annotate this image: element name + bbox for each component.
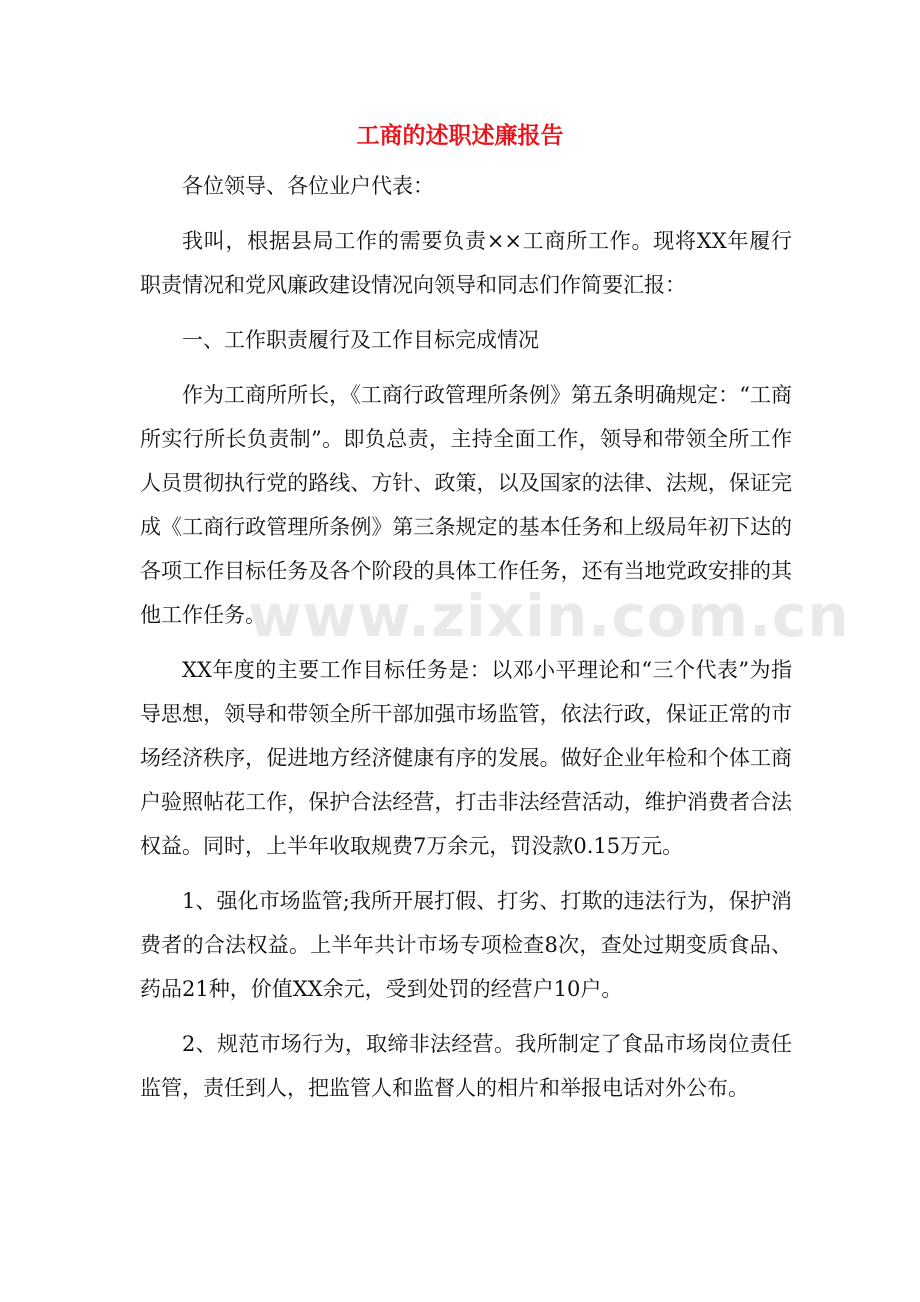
paragraph-salutation: 各位领导、各位业户代表： bbox=[182, 174, 434, 198]
section-heading: 一、工作职责履行及工作目标完成情况 bbox=[182, 328, 539, 352]
paragraph-annual-goals: XX年度的主要工作目标任务是：以邓小平理论和“三个代表”为指导思想，领导和带领全所干部加强市场监管，依法行政，保证正常的市场经济秩序，促进地方经济健康有序的发展。做好企业年检和个体工商户验照帖花工作，保护合法经营，打击非法经营活动，维护消费者合法权益。同时，上半年收取规费7万余元，罚没款0.15万元。 bbox=[140, 658, 792, 858]
document-body bbox=[140, 164, 850, 1121]
paragraph-intro: 我叫，根据县局工作的需要负责××工商所工作。现将XX年履行职责情况和党风廉政建设情况向领导和同志们作简要汇报： bbox=[140, 229, 792, 297]
watermark-text: www.zixin.com.cn bbox=[248, 582, 850, 650]
paragraph-item-2: 2、规范市场行为，取缔非法经营。我所制定了食品市场岗位责任监管，责任到人，把监管人和监督人的相片和举报电话对外公布。 bbox=[140, 1032, 792, 1100]
paragraph-duties: 作为工商所所长，《工商行政管理所条例》第五条明确规定：“工商所实行所长负责制”。即负总责，主持全面工作，领导和带领全所工作人员贯彻执行党的路线、方针、政策，以及国家的法律、法规，保证完成《工商行政管理所条例》第三条规定的基本任务和上级局年初下达的各项工作目标任务及各个阶段的具体工作任务，还有当地党政安排的其他工作任务。 bbox=[140, 383, 792, 627]
document-title: 工商的述职述廉报告 bbox=[356, 122, 564, 149]
paragraph-item-1: 1、强化市场监管;我所开展打假、打劣、打欺的违法行为，保护消费者的合法权益。上半年共计市场专项检查8次，查处过期变质食品、药品21种，价值XX余元，受到处罚的经营户10户。 bbox=[140, 889, 792, 1001]
